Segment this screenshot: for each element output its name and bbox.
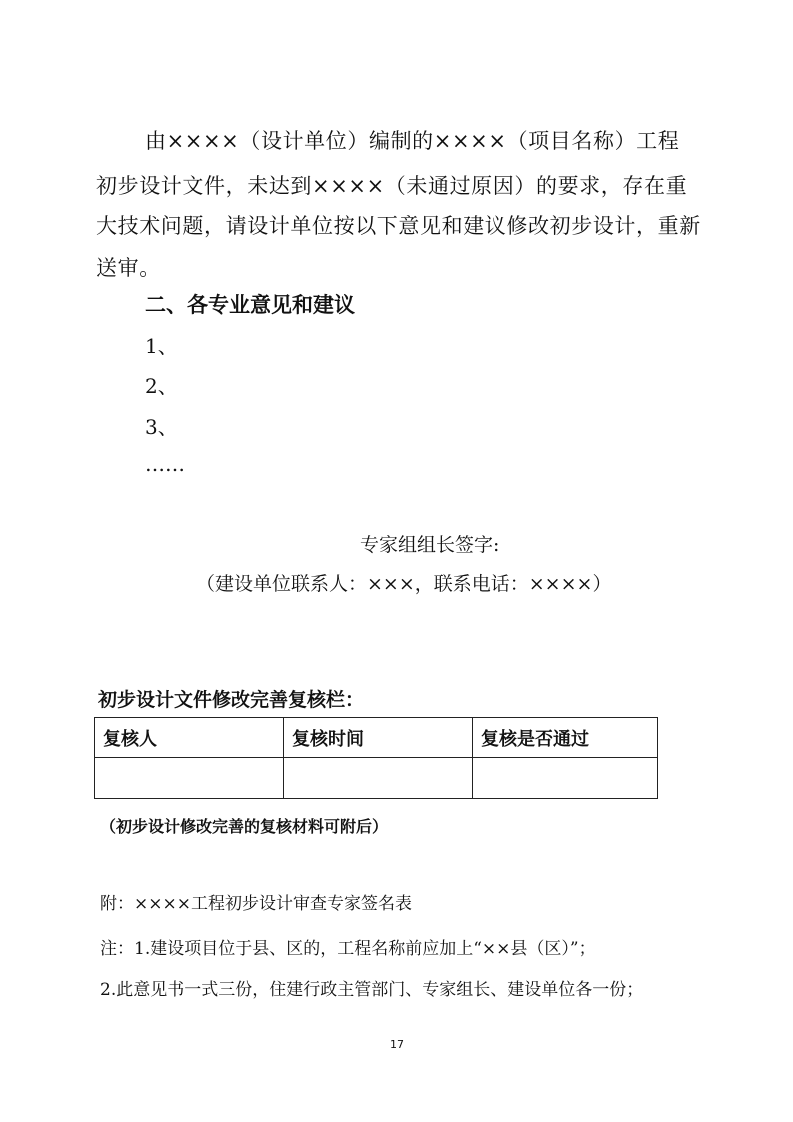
page-number: 17 (390, 1038, 404, 1051)
review-table (94, 717, 658, 799)
table-row (95, 758, 658, 799)
attachment-line: 附：××××工程初步设计审查专家签名表 (100, 894, 412, 914)
header-review-passed: 复核是否通过 (473, 718, 658, 758)
note-line-1: 注：1.建设项目位于县、区的，工程名称前应加上“××县（区）”； (100, 939, 596, 959)
cell-review-time (284, 758, 473, 799)
list-item: 1、 (145, 334, 178, 358)
opinion-line-3: 大技术问题，请设计单位按以下意见和建议修改初步设计，重新 (96, 214, 701, 238)
opinion-line-2: 初步设计文件，未达到××××（未通过原因）的要求，存在重 (96, 174, 688, 198)
header-reviewer: 复核人 (95, 718, 284, 758)
list-item: 2、 (145, 374, 178, 398)
list-item: 3、 (145, 415, 178, 439)
note-line-2: 2.此意见书一式三份，住建行政主管部门、专家组长、建设单位各一份； (100, 980, 644, 1000)
list-item-ellipsis: …… (145, 452, 185, 476)
review-materials-note: （初步设计修改完善的复核材料可附后） (100, 817, 389, 836)
review-table-title: 初步设计文件修改完善复核栏： (98, 689, 365, 711)
section-heading: 二、各专业意见和建议 (145, 293, 355, 317)
opinion-line-1: 由××××（设计单位）编制的××××（项目名称）工程 (145, 129, 680, 153)
cell-review-passed (473, 758, 658, 799)
contact-info: （建设单位联系人：×××，联系电话：××××） (196, 573, 612, 595)
table-header-row (95, 718, 658, 758)
leader-signature-label: 专家组组长签字: (360, 534, 500, 556)
header-review-time: 复核时间 (284, 718, 473, 758)
cell-reviewer (95, 758, 284, 799)
opinion-line-4: 送审。 (96, 256, 161, 280)
